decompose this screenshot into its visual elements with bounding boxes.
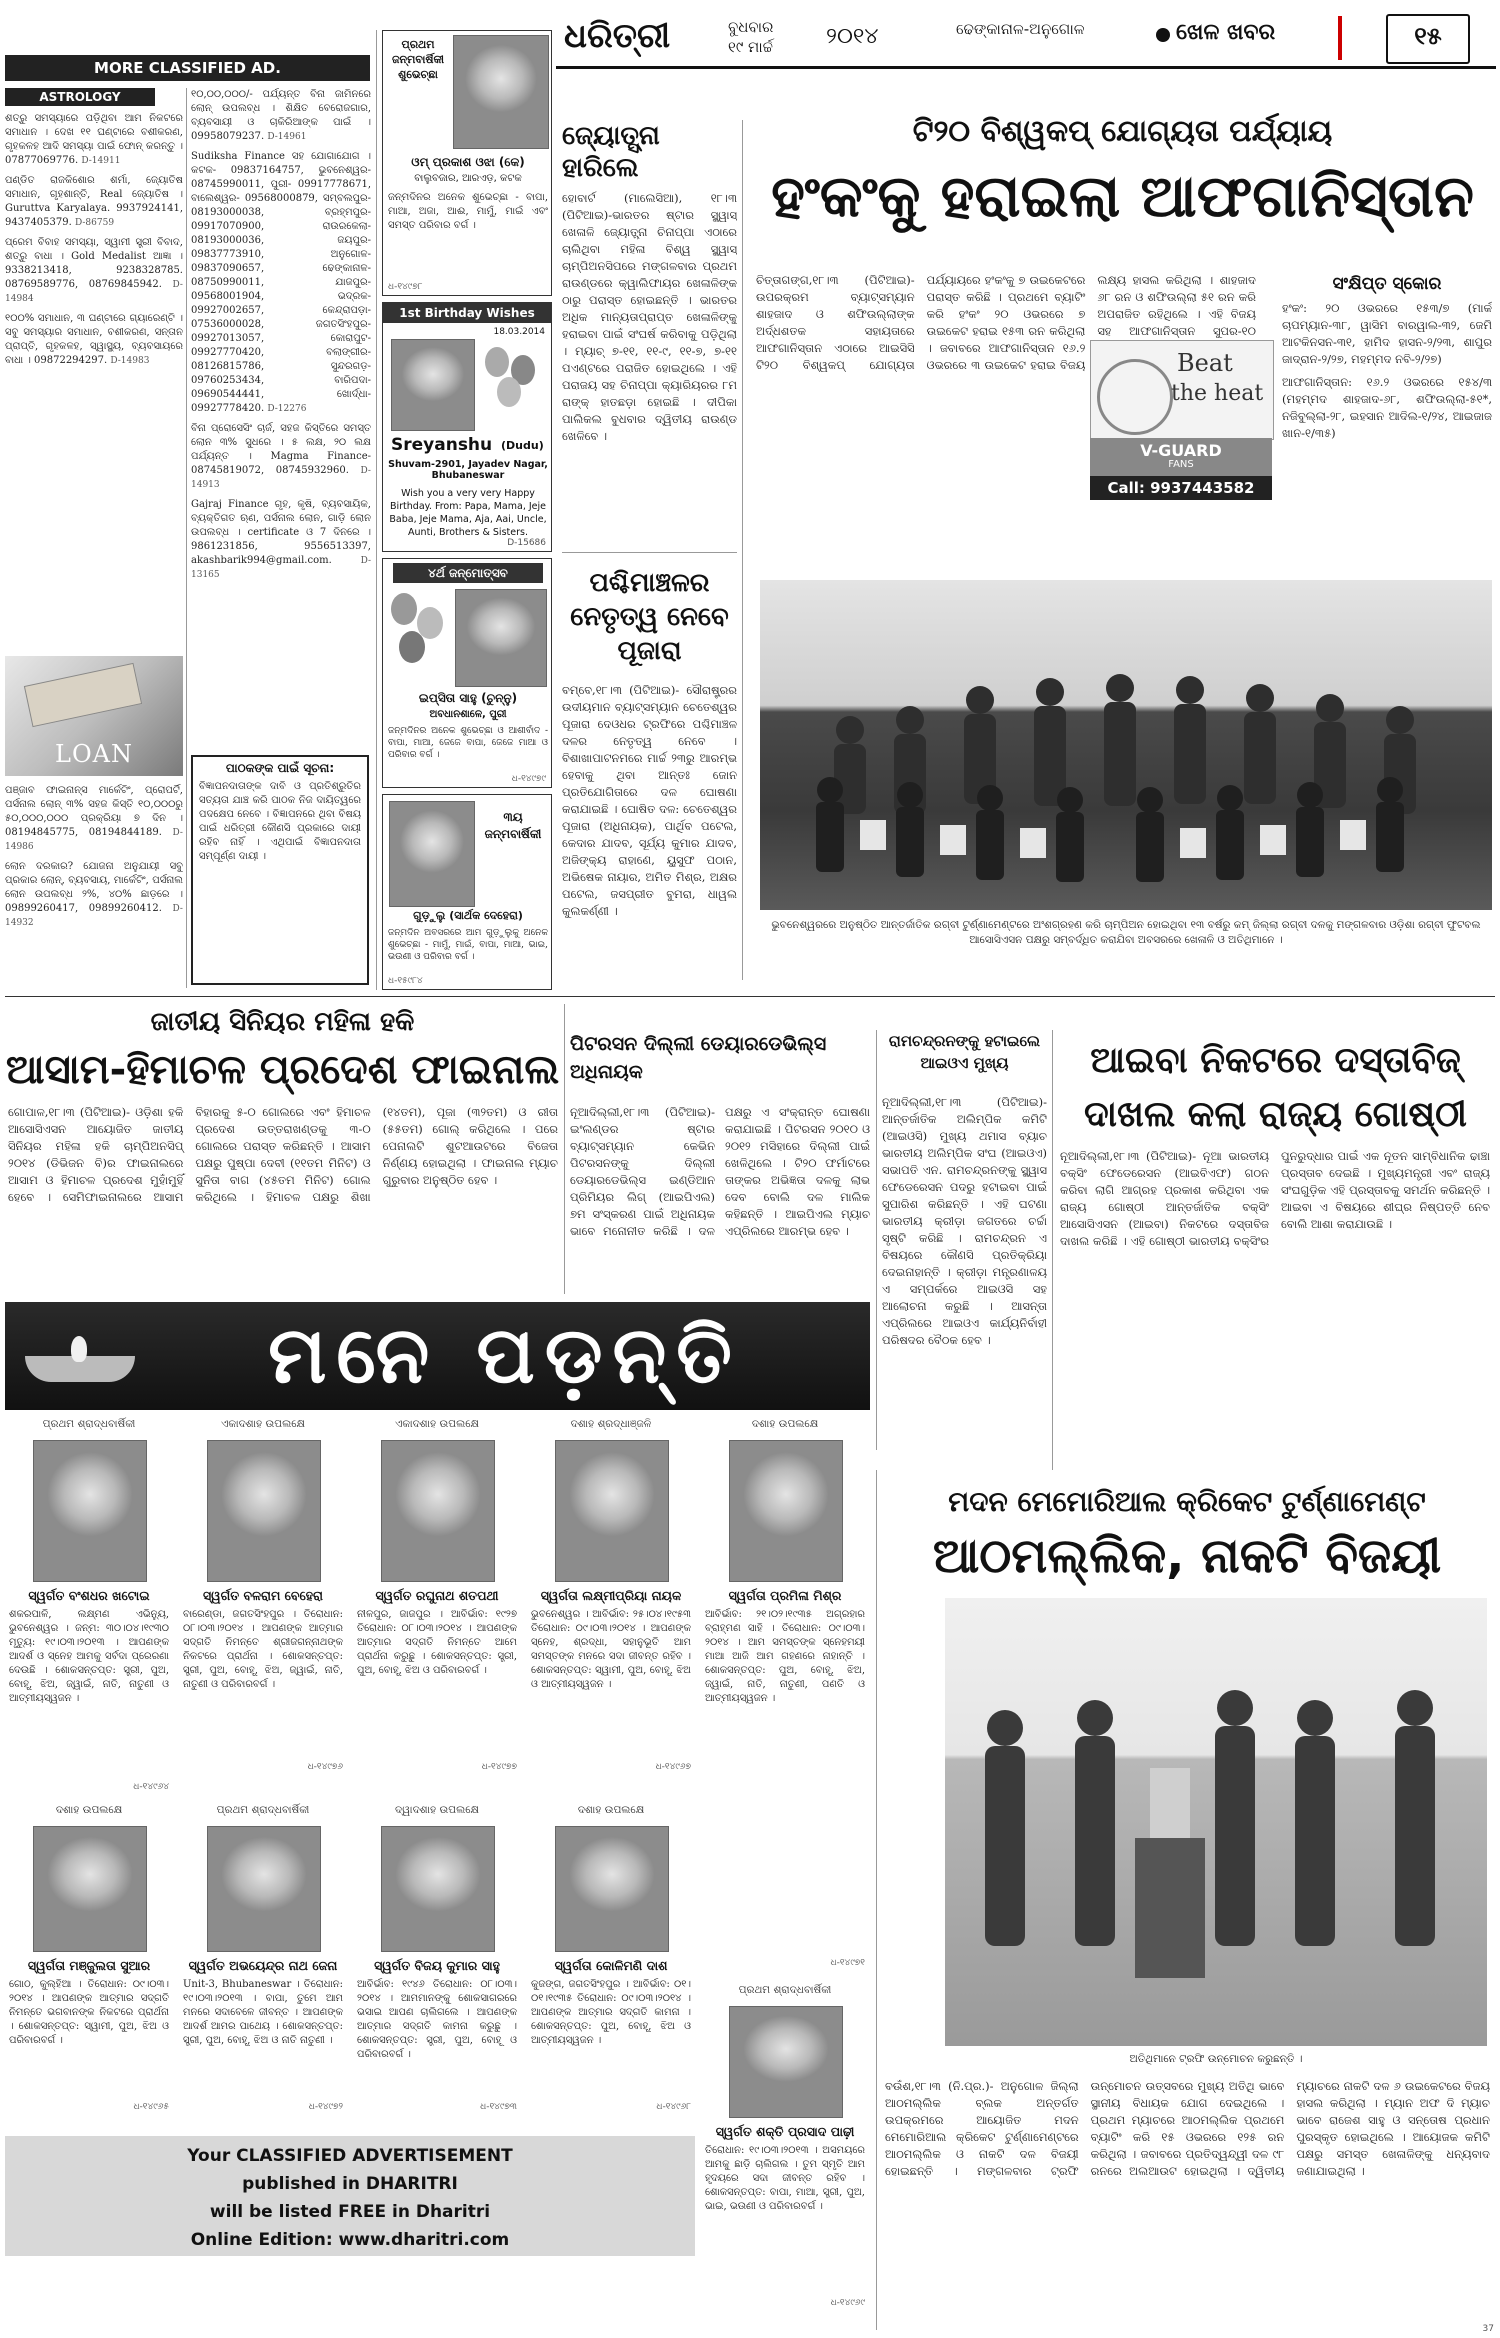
masthead-edition: ଢେଙ୍କାନାଳ-ଅନୁଗୋଳ [956,20,1085,38]
ad-code: D-13165 [191,556,371,580]
footer-page-number: 37 [1482,2324,1494,2334]
obituary-photo [555,1826,669,1952]
team-silhouettes [760,580,1492,910]
reader-notice-text: ବିଜ୍ଞାପନଦାତାଙ୍କ ଦାବି ଓ ପ୍ରତିଶ୍ରୁତିର ସତ୍ୟତା ଯାଞ୍ଚ କରି ପାଠକ ନିଜ ଦାୟିତ୍ୱରେ ପଦକ୍ଷେପ ନେବେ । ବିଜ୍ଞାପନରେ ଥିବା ବିଷୟ ପାଇଁ ଧରିତ୍ରୀ କୌଣସି ପ୍ରକାରେ ଦାୟୀ ରହିବ ନାହିଁ । ଏଥିପାଇଁ ବିଜ୍ଞାପନଦାତା ସମ୍ପୂର୍ଣ୍ଣ ଦାୟୀ । [199,781,361,862]
obituary-title: ପ୍ରଥମ ଶ୍ରାଦ୍ଧବାର୍ଷିକୀ [216,1804,310,1816]
ad-code: ଧ-୧୪୯୬୯ [830,2298,865,2308]
masthead-date: ୧୯ ମାର୍ଚ୍ଚ [728,38,773,56]
ad-code: D-14983 [110,356,150,366]
obituary-photo [729,2006,843,2118]
ad-code: ଧ-୧୪୯୭୨ [308,2102,343,2112]
classified-ad: ପ୍ରେମ ବିବାହ ସମସ୍ୟା, ସ୍ୱାମୀ ସ୍ତ୍ରୀ ବିବାଦ, ଶତ୍ରୁ ବାଧା । Gold Medalist ଆଜ୍ଞା । 9338213418, 9238328785. 08769589776, 08769845942. [5,237,183,290]
obituary-name: ସ୍ୱର୍ଗତ ଅଭୟେନ୍ଦ୍ର ନାଥ ଜେନା [188,1958,338,1973]
obituary-title: ଦଶାହ ଉପଲକ୍ଷେ [55,1804,123,1816]
notice-line: Online Edition: www.dharitri.com [190,2230,510,2250]
masthead-year: ୨୦୧୪ [826,24,879,49]
greeting-message: ଜନ୍ମଦିନ ଅବସରରେ ଆମ ଗୁଡ଼ୁଲୁକୁ ଅନେକ ଶୁଭେଚ୍ଛା - ମାମୁଁ, ମାଇଁ, ବାପା, ମାଆ, ଭାଇ, ଭଉଣୀ ଓ ପରିବାର ବର୍ଗ । [388,928,548,962]
greeting-message: ଜନ୍ମଦିନର ଅନେକ ଶୁଭେଚ୍ଛା ଓ ଆଶୀର୍ବାଦ - ବାପା, ମାଆ, ଜେଜେ ବାପା, ଜେଜେ ମାଆ ଓ ପରିବାର ବର୍ଗ । [388,726,548,760]
obituary-title: ଦ୍ୱାଦଶାହ ଉପଲକ୍ଷେ [395,1804,479,1816]
obituary-card [353,1804,521,2124]
obituary-text: ଆବିର୍ଭାବ: ୨୧।୦୨।୧୯୩୫ ଅଗ୍ରହାର ବ୍ରାହ୍ମଣ ସାହି । ତିରୋଧାନ: ୦୯।୦୩।୨୦୧୪ । ଆମ ସମସ୍ତଙ୍କ ସ୍ନେହମୟୀ ମାଆ ଆଜି ଆମ ଗହଣରେ ନାହାନ୍ତି । ଶୋକସନ୍ତପ୍ତ: ପୁଅ, ବୋହୂ, ଝିଅ, ଜ୍ୱାଇଁ, ନାତି, ନାତୁଣୀ, ପଣତି ଓ ଆତ୍ମୀୟସ୍ୱଜନ । [705,1609,865,1704]
rugby-team-photo [760,580,1492,910]
greeting-name: Sreyanshu [391,435,493,455]
child-photo [391,339,475,431]
story-headline: ଜ୍ୟୋତ୍ସ୍ନା ହାରିଲେ [562,121,660,183]
obituary-photo [729,1440,843,1582]
greeting-title: ୪ର୍ଥ ଜନ୍ମୋତ୍ସବ [393,563,543,583]
greeting-address: ବାଲୁବଜାର, ଆରଏଡ଼, କଟକ [414,173,522,184]
lead-kicker: ଟି୨୦ ବିଶ୍ୱକପ୍ ଯୋଗ୍ୟତା ପର୍ଯ୍ୟାୟ [912,114,1333,149]
section-bullet-icon [1156,28,1170,42]
ad-brand-bar [1090,438,1272,476]
story-headline: ପିଟରସନ ଦିଲ୍ଲୀ ଡେୟାରଡେଭିଲ୍ସ ଅଧିନାୟକ [570,1033,827,1083]
reader-notice-box [191,755,369,985]
fan-icon [1097,359,1173,435]
story-body: ବମ୍ବେ,୧୮।୩ (ପିଟିଆଇ)- ସୌରାଷ୍ଟ୍ରର ଉଦୀୟମାନ ବ୍ୟାଟ୍ସମ୍ୟାନ ଚେତେଶ୍ୱର ପୂଜାରା ଦେଓଧର ଟ୍ରଫିରେ ପଶ୍ଚିମାଞ୍ଚଳ ଦଳର ନେତୃତ୍ୱ ନେବେ । ବିଶାଖାପାଟନମରେ ମାର୍ଚ୍ଚ ୨୩ରୁ ଆରମ୍ଭ ହେବାକୁ ଥିବା ଆନ୍ତଃ ଜୋନ ପ୍ରତିଯୋଗିତାରେ ଦଳ ଘୋଷଣା କରାଯାଇଛି । ଘୋଷିତ ଦଳ: ଚେତେଶ୍ୱର ପୂଜାରା (ଅଧିନାୟକ), ପାର୍ଥିବ ପଟେଲ, କେଦାର ଯାଦବ, ସୂର୍ଯ୍ୟ କୁମାର ଯାଦବ, ଅଜିଙ୍କ୍ୟ ରାହାଣେ, ୟୁସୁଫ ପଠାନ, ଅଭିଷେକ ନାୟାର, ଅମିତ ମିଶ୍ର, ଅକ୍ଷର ପଟେଲ, ଜସପ୍ରୀତ ବୁମରା, ଧାୱଲ କୁଲକର୍ଣ୍ଣୀ । [562,683,737,918]
classified-ad: ଲୋନ ଦରକାର? ଯୋଜନା ଅନୁଯାୟୀ ସବୁ ପ୍ରକାର ଲୋନ୍, ବ୍ୟବସାୟ, ମାର୍କେଟିଂ, ପର୍ସନାଲ ଲୋନ ଉପଲବ୍ଧ ୨%, ୪୦% ଛାଡ଼ରେ । 09899260417, 09899260412. [5,861,183,914]
ad-code: D-12276 [267,404,307,414]
story-body: ହୋବାର୍ଟ (ମାଲେସିଆ), ୧୮।୩ (ପିଟିଆଇ)-ଭାରତର ଷ୍ଟାର ସ୍କ୍ୱାସ୍ ଖେଳାଳି ଜ୍ୟୋତ୍ସ୍ନା ଚିନାପ୍ପା ଏଠାରେ ଚାଲିଥିବା ମହିଳା ବିଶ୍ୱ ସ୍କ୍ୱାସ୍ ଚାମ୍ପିଅନସିପରେ ମଙ୍ଗଳବାର ପ୍ରଥମ ରାଉଣ୍ଡରେ କ୍ୱାଲିଫାୟର ଖେଳାଳିଙ୍କ ଠାରୁ ପରାସ୍ତ ହୋଇଛନ୍ତି । ଭାରତର ଅଧିକ ମାନ୍ୟତାପ୍ରାପ୍ତ ଖେଳାଳିଙ୍କୁ ହରାଇବା ପାଇଁ ସଂଘର୍ଷ କରିବାକୁ ପଡ଼ିଥିଲା । ମ୍ୟାଚ୍ ୭-୧୧, ୧୧-୯, ୧୧-୭, ୭-୧୧ ପଏଣ୍ଟରେ ପରାଜିତ ହୋଇଥିଲେ । ଏହି ପରାଜୟ ସହ ଚିନାପ୍ପା କ୍ୟାରିୟରର ୮ମ ରାଙ୍କ୍ ହାତଛଡ଼ା ହୋଇଛି । ଦୀପିକା ପାଲିକଲ ବୁଧବାର ଦ୍ୱିତୀୟ ରାଉଣ୍ଡ ଖେଳିବେ । [562,191,737,443]
loan-ads [5,784,183,984]
photo-caption: ଭୁବନେଶ୍ୱରରେ ଅନୁଷ୍ଠିତ ଆନ୍ତର୍ଜାତିକ ରଗ୍‌ବୀ ଟୁର୍ଣ୍ଣାମେଣ୍ଟରେ ଅଂଶଗ୍ରହଣ କରି ଚାମ୍ପିଅନ ହୋଇଥିବା ୧୩ ବର୍ଷରୁ କମ୍ ଜିଲ୍ଲା ରଗ୍‌ବୀ ଦଳକୁ ମଙ୍ଗଳବାର ଓଡ଼ିଶା ରଗ୍‌ବୀ ଫୁଟବଲ ଆସୋସିଏସନ ପକ୍ଷରୁ ସମ୍ବର୍ଦ୍ଧିତ କରାଯିବା ଅବସରରେ ଖେଳାଳି ଓ ଅତିଥିମାନେ । [771,919,1481,946]
ad-graphic [1090,340,1274,440]
classified-ad: ବିନା ପ୍ରୋସେସିଂ ଚାର୍ଜ, ସହଜ କିସ୍ତିରେ ସମସ୍ତ ଲୋନ ୩% ସୁଧରେ । ୫ ଲକ୍ଷ, ୨୦ ଲକ୍ଷ ପର୍ଯ୍ୟନ୍ତ । Magma Finance- 08745819072, 08745932960. [191,423,371,476]
ad-code: D-86759 [75,218,115,228]
obituary-photo [381,1826,495,1952]
obituary-title: ଦଶାହ ଶ୍ରଦ୍ଧାଞ୍ଜଳି [570,1418,652,1430]
loan-image [5,656,183,776]
ad-code: ଧ-୧୪୯୭୩ [480,2102,517,2112]
obituary-name: ସ୍ୱର୍ଗତ ବଳରାମ ବେହେରା [203,1588,323,1603]
classified-ad: ୧୦,୦୦,୦୦୦/- ପର୍ଯ୍ୟନ୍ତ ବିନା ଜାମିନରେ ଲୋନ୍ ଉପଲବ୍ଧ । ଶିକ୍ଷିତ ବେରୋଜଗାର, ବ୍ୟବସାୟୀ ଓ ଚାକିରିଆଙ୍କ ପାଇଁ । 09958079237. [191,89,371,142]
greetings-column [382,30,552,990]
greeting-date: 18.03.2014 [493,327,545,337]
ad-code: ଧ-୧୪୯୬୫ [133,2102,169,2112]
lamp-icon [25,1342,135,1382]
loan-label: LOAN [55,740,133,768]
masthead [556,14,1496,69]
obituary-card [353,1418,521,1798]
classified-column-1 [5,88,183,988]
greeting-name: ଗୁଡ଼ୁଲୁ (ସାର୍ଥକ ଦେହେରା) [413,909,523,922]
obituary-photo [207,1826,321,1952]
balloons-graphic [481,347,543,417]
obituary-title: ଏକାଦଶାହ ଉପଲକ୍ଷେ [395,1418,479,1430]
greeting-title: 1st Birthday Wishes [383,303,551,323]
obituary-banner [5,1302,870,1410]
obituary-name: ସ୍ୱର୍ଗତା ମଞ୍ଜୁଲତା ସୁଆର [27,1958,151,1973]
cricket-story [882,1482,1492,1590]
obituary-text: Unit-3, Bhubaneswar । ତିରୋଧାନ: ୧୯।୦୩।୨୦୧୩ । ବାପା, ତୁମେ ଆମ ମନରେ ସଦାବେଳେ ଜୀବନ୍ତ । ଆପଣଙ୍କ ଆଦର୍ଶ ଆମର ପାଥେୟ । ଶୋକସନ୍ତପ୍ତ: ସ୍ତ୍ରୀ, ପୁଅ, ବୋହୂ, ଝିଅ ଓ ନାତି ନାତୁଣୀ । [183,1979,343,2046]
ad-product: FANS [1168,459,1194,470]
notice-line: will be listed FREE in Dharitri [209,2202,491,2222]
astrology-ads [5,112,183,712]
ad-code: D-14984 [5,280,183,304]
currency-note-graphic [24,663,142,727]
obituary-card [701,1984,869,2314]
masthead-day: ବୁଧବାର [728,18,774,36]
story-kicker: ଜାତୀୟ ସିନିୟର ମହିଳା ହକି [150,1007,415,1037]
ad-code: D-14913 [191,466,371,490]
obituary-card [527,1804,695,2124]
vguard-ad [1090,340,1272,580]
hockey-story [5,1004,560,1100]
ad-tagline-2: the heat [1171,381,1264,406]
lead-headline: ହଂକଂକୁ ହରାଇଲା ଆଫଗାନିସ୍ତାନ [771,162,1474,230]
free-listing-notice [5,2136,695,2256]
child-photo [389,801,475,907]
classified-ad: Gajraj Finance ଗୃହ, କୃଷି, ବ୍ୟବସାୟିକ, ବ୍ୟକ୍ତିଗତ ଋଣ, ପର୍ସନାଲ ଲୋନ, ଗାଡ଼ି ଲୋନ ଉପଲବ୍ଧ । certificate ଓ 7 ଦିନରେ । 9861231856, 9556513397, akashbarik994@gmail.com. [191,499,371,566]
ad-code: ଧ-୧୪୯୬୮ [656,2102,691,2112]
obituary-photo [33,1440,147,1582]
obituary-photo [555,1440,669,1582]
newspaper-logo: ଧରିତ୍ରୀ [564,16,671,56]
greeting-name: ଓମ୍ ପ୍ରକାଶ ଓଝା (କେ) [411,155,525,169]
greeting-card-4 [382,794,552,990]
scorecard-innings-2: ଆଫଗାନିସ୍ତାନ: ୧୬.୨ ଓଭରରେ ୧୫୪/୩ (ମହମ୍ମଦ ଶାହଜାଦ-୬୮, ଶଫିଉଲ୍ଲା-୫୧*, ନଜିବୁଲ୍ଲା-୨୮, ଇହସାନ ଆଦିଲ-୧/୨୪, ଆଇଜାଜ ଖାନ-୧/୩୫) [1282,375,1492,440]
obituary-card [701,1418,869,1978]
astrology-label: ASTROLOGY [5,88,155,106]
obituary-text: ଶକରପାଳି, ଲକ୍ଷ୍ମଣ ଏଭିନ୍ୟୁ, ଭୁବନେଶ୍ୱର । ଜନ୍ମ: ୩୦।୦୪।୧୯୩୦ ମୃତ୍ୟୁ: ୧୯।୦୩।୨୦୧୩ । ଆପଣଙ୍କ ଆଦର୍ଶ ଓ ସ୍ନେହ ଆମକୁ ସର୍ବଦା ପ୍ରେରଣା ଦେଉଛି । ଶୋକସନ୍ତପ୍ତ: ସ୍ତ୍ରୀ, ପୁଅ, ବୋହୂ, ଝିଅ, ଜ୍ୱାଇଁ, ନାତି, ନାତୁଣୀ ଓ ଆତ୍ମୀୟସ୍ୱଜନ । [9,1609,169,1704]
story-headline: ରାମଚନ୍ଦ୍ରନଙ୍କୁ ହଟାଇଲେ ଆଇଓଏ ମୁଖ୍ୟ [888,1032,1041,1072]
obituary-text: ଗୋଠ, କୁଲ୍‌ହିଆ । ତିରୋଧାନ: ୦୯।୦୩।୨୦୧୪ । ଆପଣଙ୍କ ଆତ୍ମାର ସଦ୍‌ଗତି ନିମନ୍ତେ ଭଗବାନଙ୍କ ନିକଟରେ ପ୍ରାର୍ଥନା । ଶୋକସନ୍ତପ୍ତ: ସ୍ୱାମୀ, ପୁଅ, ଝିଅ ଓ ପରିବାରବର୍ଗ । [9,1979,169,2046]
story-body: ନୂଆଦିଲ୍ଲୀ,୧୮।୩ (ପିଟିଆଇ)- ନୂଆ ଭାରତୀୟ ବକ୍ସିଂ ଫେଡେରେସନ (ଆଇବିଏଫ) ଗଠନ କରିବା ଲାଗି ଆଗ୍ରହ ପ୍ରକାଶ କରିଥିବା ଏକ ରାଜ୍ୟ ଗୋଷ୍ଠୀ ଆନ୍ତର୍ଜାତିକ ବକ୍ସିଂ ଆସୋସିଏସନ (ଆଇବା) ନିକଟରେ ଦସ୍ତାବିଜ ଦାଖଲ କରିଛି । ଏହି ଗୋଷ୍ଠୀ ଭାରତୀୟ ବକ୍ସିଂର ପୁନରୁଦ୍ଧାର ପାଇଁ ଏକ ନୂତନ ସାମ୍ବିଧାନିକ ଢାଞ୍ଚା ପ୍ରସ୍ତାବ ଦେଇଛି । ମୁଖ୍ୟମନ୍ତ୍ରୀ ଏବଂ ରାଜ୍ୟ ସଂଘଗୁଡ଼ିକ ଏହି ପ୍ରସ୍ତାବକୁ ସମର୍ଥନ କରିଛନ୍ତି । ଆଇବା ଏ ବିଷୟରେ ଶୀଘ୍ର ନିଷ୍ପତ୍ତି ନେବ ବୋଲି ଆଶା କରାଯାଉଛି । [1060,1149,1490,1248]
ad-code: ଧ-୧୪୯୭୭ [481,1762,517,1772]
obituary-title: ଦଶାହ ଉପଲକ୍ଷେ [577,1804,645,1816]
greeting-address: ଅବଧାନଶାଳେ, ପୁରୀ [429,709,507,720]
obituary-card [179,1418,347,1798]
ad-code: ଧ-୧୪୯୭୬ [307,1762,343,1772]
obituary-name: ସ୍ୱର୍ଗତା ଲକ୍ଷ୍ମୀପ୍ରିୟା ନାୟକ [540,1588,682,1603]
greeting-message: Wish you a very very Happy Birthday. From: Papa, Mama, Jeje Baba, Jeje Mama, Aja, Aai, Uncle, Aunti, Brothers & Sisters. [389,488,547,538]
obituary-name: ସ୍ୱର୍ଗତ ବିଜୟ କୁମାର ସାହୁ [374,1958,500,1973]
ad-code: ଧ-୧୪୯୬୭ [655,1762,691,1772]
story-headline: ପଶ୍ଚିମାଞ୍ଚଳର ନେତୃତ୍ୱ ନେବେ ପୂଜାରା [570,568,729,666]
greeting-card-1 [382,30,552,296]
reader-notice-title: ପାଠକଙ୍କ ପାଇଁ ସୂଚନା: [225,761,335,775]
story-headline: ଆଠମଲ୍ଲିକ, ନାକଟି ବିଜୟୀ [932,1528,1442,1584]
obituary-title: ପ୍ରଥମ ଶ୍ରାଦ୍ଧବାର୍ଷିକୀ [42,1418,136,1430]
obituary-title: ପ୍ରଥମ ଶ୍ରାଦ୍ଧବାର୍ଷିକୀ [738,1984,832,1996]
balloons-graphic [389,593,447,677]
ad-code: ଧ-୧୪୯୬୪ [133,1782,169,1792]
child-photo [453,35,549,149]
cricket-trophy-photo [945,1598,1487,2046]
greeting-name: ଇପ୍ସିତା ସାହୁ (ଚୁନ୍ନୁ) [418,691,518,705]
obituary-photo [33,1826,147,1952]
scorecard-title: ସଂକ୍ଷିପ୍ତ ସ୍କୋର [1332,274,1442,294]
ad-code: D-14961 [267,132,307,142]
photo-caption: ଅତିଥିମାନେ ଟ୍ରଫି ଉନ୍ମୋଚନ କରୁଛନ୍ତି । [1129,2053,1303,2065]
classified-ad: Sudiksha Finance ସହ ଯୋଗାଯୋଗ । କଟକ- 09837164757, ଭୁବନେଶ୍ୱର- 08745990011, ପୁରୀ- 09917778671, ବାଲେଶ୍ୱର- 09568000879, ସମ୍ବଲପୁର- 08193000038, ବ୍ରହ୍ମପୁର- 09917070900, ରାଉରକେଲା- 08193000036, ଜୟପୁର- 09837773910, ଅନୁଗୋଳ- 09837090657, ଢେଙ୍କାନାଳ- 08750990011, ଯାଜପୁର- 09568001904, ଭଦ୍ରକ- 09927002657, କେନ୍ଦ୍ରାପଡ଼ା- 07536000028, ଜଗତସିଂହପୁର- 09927013057, କୋରାପୁଟ- 09927770420, ବଲାଙ୍ଗୀର- 08126815786, ସୁନ୍ଦରଗଡ଼- 09760253434, ବାରିପଦା- 09690544441, ଖୋର୍ଦ୍ଧା- 09927778420. [191,151,371,414]
page-number: ୧୫ [1414,22,1442,50]
section-divider [1338,16,1342,60]
lead-story [750,112,1495,236]
page-number-box [1386,14,1470,64]
sports-brief-column [562,120,737,980]
obituary-text: ଆବିର୍ଭାବ: ୧୯୪୬ ତିରୋଧାନ: ୦୮।୦୩।୨୦୧୪ । ଆମମାନଙ୍କୁ ଶୋକସାଗରରେ ଭସାଇ ଆପଣ ଚାଲିଗଲେ । ଆପଣଙ୍କ ଆତ୍ମାର ସଦ୍‌ଗତି କାମନା କରୁଛୁ । ଶୋକସନ୍ତପ୍ତ: ସ୍ତ୍ରୀ, ପୁଅ, ବୋହୂ ଓ ପରିବାରବର୍ଗ । [357,1979,517,2060]
notice-line: published in DHARITRI [242,2174,458,2194]
ad-code: ଧ-୧୪୯୭୮ [388,282,423,292]
classified-ad: ଶତ୍ରୁ ସମସ୍ୟାରେ ପଡ଼ିଥିବା ଆମ ନିକଟରେ ସମାଧାନ । ଦେଖ ୧୧ ଘଣ୍ଟାରେ ବଶୀକରଣ, ଗୃହକଳହ ଆଦି ସମସ୍ୟା ପାଇଁ ଫୋନ୍ କରନ୍ତୁ । 07877069776. [5,113,183,166]
obituary-text: ବାରେଣ୍ଡା, ଜଗତସିଂହପୁର । ତିରୋଧାନ: ୦୮।୦୩।୨୦୧୪ । ଆପଣଙ୍କ ଆତ୍ମାର ସଦ୍‌ଗତି ନିମନ୍ତେ ଶ୍ରୀଜଗନ୍ନାଥଙ୍କ ନିକଟରେ ପ୍ରାର୍ଥନା । ଶୋକସନ୍ତପ୍ତ: ସ୍ତ୍ରୀ, ପୁଅ, ବୋହୂ, ଝିଅ, ଜ୍ୱାଇଁ, ନାତି, ନାତୁଣୀ ଓ ପରିବାରବର୍ଗ । [183,1609,343,1690]
classified-header: MORE CLASSIFIED AD. [5,55,370,81]
obituary-text: କୁଜଙ୍ଗ, ଜଗତସିଂହପୁର । ଆବିର୍ଭାବ: ୦୧।୦୧।୧୯୩୫ ତିରୋଧାନ: ୦୯।୦୩।୨୦୧୪ । ଆପଣଙ୍କ ଆତ୍ମାର ସଦ୍‌ଗତି କାମନା । ଶୋକସନ୍ତପ୍ତ: ପୁଅ, ବୋହୂ, ଝିଅ ଓ ଆତ୍ମୀୟସ୍ୱଜନ । [531,1979,691,2046]
lead-story-body: ଚିତ୍ତାଗଙ୍ଗ,୧୮।୩ (ପିଟିଆଇ)- ଉପରକ୍ରମ ବ୍ୟାଟ୍ସମ୍ୟାନ ଶାହଜାଦ ଓ ଶଫିଉଲ୍ଲାଙ୍କ ଅର୍ଦ୍ଧଶତକ ସହାୟତାରେ ଆଫଗାନିସ୍ତାନ ଏଠାରେ ଆଇସିସି ଟି୨୦ ବିଶ୍ୱକପ୍ ଯୋଗ୍ୟତା ପର୍ଯ୍ୟାୟରେ ହଂକଂକୁ ୭ ଉଇକେଟରେ ପରାସ୍ତ କରିଛି । ପ୍ରଥମେ ବ୍ୟାଟିଂ କରି ହଂକଂ ୨୦ ଓଭରରେ ୭ ଉଇକେଟ ହରାଇ ୧୫୩ ରନ କରିଥିଲା । ଜବାବରେ ଆଫଗାନିସ୍ତାନ ୧୬.୨ ଓଭରରେ ୩ ଉଇକେଟ ହରାଇ ବିଜୟ ଲକ୍ଷ୍ୟ ହାସଲ କରିଥିଲା । ଶାହଜାଦ ୬୮ ରନ ଓ ଶଫିଉଲ୍ଲା ୫୧ ରନ କରି ଅପରାଜିତ ରହିଥିଲେ । ଏହି ବିଜୟ ସହ ଆଫଗାନିସ୍ତାନ ସୁପର-୧୦ [756,273,1256,372]
ad-code: ଧ-୧୪୯୭୯ [511,774,546,784]
obituary-name: ସ୍ୱର୍ଗତ ବଂଶଧର ଖଟୋଇ [28,1588,150,1603]
ad-code: D-14911 [81,156,121,166]
greeting-message: ଜନ୍ମଦିନର ଅନେକ ଶୁଭେଚ୍ଛା - ବାପା, ମାଆ, ଅଜା, ଆଈ, ମାମୁଁ, ମାଇଁ ଏବଂ ସମସ୍ତ ପରିବାର ବର୍ଗ । [388,192,548,231]
ad-code: D-14986 [5,828,183,852]
obituary-title: ଦଶାହ ଉପଲକ୍ଷେ [751,1418,819,1430]
players-silhouettes [945,1598,1487,2046]
obituaries-section [5,1418,870,2318]
section-name: ଖେଳ ଖବର [1176,20,1276,45]
obituary-name: ସ୍ୱର୍ଗତ ଶକ୍ତି ପ୍ରସାଦ ପାଢ଼ୀ [715,2124,855,2139]
ad-phone: Call: 9937443582 [1090,476,1272,500]
obituary-name: ସ୍ୱର୍ଗତା କୋଳିମଣି ଦାଶ [554,1958,668,1973]
classified-ad: ୧୦୦% ସମାଧାନ, ୩ ଘଣ୍ଟାରେ ଗ୍ୟାରେଣ୍ଟି । ସବୁ ସମସ୍ୟାର ସମାଧାନ, ବଶୀକରଣ, ସନ୍ତାନ ପ୍ରାପ୍ତି, ଗୃହକଳହ, ସ୍ୱାସ୍ଥ୍ୟ, ବ୍ୟବସାୟରେ ବାଧା । 09872294297. [5,313,183,366]
story-headline: ଆସାମ-ହିମାଚଳ ପ୍ରଦେଶ ଫାଇନାଲ [5,1047,560,1093]
obituary-text: ତିରୋଧାନ: ୧୯।୦୩।୨୦୧୩ । ଅସମୟରେ ଆମକୁ ଛାଡ଼ି ଚାଲିଗଲ । ତୁମ ସ୍ମୃତି ଆମ ହୃଦୟରେ ସଦା ଜୀବନ୍ତ ରହିବ । ଶୋକସନ୍ତପ୍ତ: ବାପା, ମାଆ, ସ୍ତ୍ରୀ, ପୁଅ, ଭାଇ, ଭଉଣୀ ଓ ପରିବାରବର୍ଗ । [705,2145,865,2212]
story-body: ଗୋପାଳ,୧୮।୩ (ପିଟିଆଇ)- ଓଡ଼ିଶା ହକି ଆସୋସିଏସନ ଆୟୋଜିତ ଜାତୀୟ ସିନିୟର ମହିଳା ହକି ଚାମ୍ପିଅନସିପ୍ ୨୦୧୪ (ଡିଭିଜନ ବି)ର ଫାଇନାଲରେ ଆସାମ ଓ ହିମାଚଳ ପ୍ରଦେଶ ମୁହାଁମୁହିଁ ହେବେ । ସେମିଫାଇନାଲରେ ଆସାମ ବିହାରକୁ ୫-୦ ଗୋଲରେ ଏବଂ ହିମାଚଳ ପ୍ରଦେଶ ଉତ୍ତରାଖଣ୍ଡକୁ ୩-୦ ଗୋଲରେ ପରାସ୍ତ କରିଛନ୍ତି । ଆସାମ ପକ୍ଷରୁ ପୁଷ୍ପା ଦେବୀ (୧୧ତମ ମିନିଟ) ଓ ସୁନିତା ବାଗ (୪୫ତମ ମିନିଟ) ଗୋଲ କରିଥିଲେ । ହିମାଚଳ ପକ୍ଷରୁ ଶିଖା (୧୪ତମ), ପୂଜା (୩୨ତମ) ଓ ରୀତା (୫୫ତମ) ଗୋଲ୍ କରିଥିଲେ । ପରେ ପେନାଲଟି ଶୁଟଆଉଟରେ ବିଜେତା ନିର୍ଣ୍ଣୟ ହୋଇଥିଲା । ଫାଇନାଲ ମ୍ୟାଚ ଗୁରୁବାର ଅନୁଷ୍ଠିତ ହେବ । [8,1105,558,1204]
ad-code: D-14932 [5,904,183,928]
obituary-photo [381,1440,495,1582]
notice-line: Your CLASSIFIED ADVERTISEMENT [187,2146,513,2166]
ad-code: ଧ-୧୪୯୭୧ [830,1958,865,1968]
story-kicker: ମଦନ ମେମୋରିଆଲ କ୍ରିକେଟ ଟୁର୍ଣ୍ଣାମେଣ୍ଟ [948,1485,1426,1518]
classified-ad: ପଞ୍ଜାବ ଫାଇନାନ୍ସ ମାର୍କେଟିଂ, ପ୍ରୋପର୍ଟି, ପର୍ସନାଲ ଲୋନ୍ ୩% ସହଜ କିସ୍ତି ୧୦,୦୦୦ରୁ ୫୦,୦୦୦,୦୦୦ ପ୍ରକ୍ରିୟା ୭ ଦିନ । 08194845775, 08194844189. [5,785,183,838]
obituary-name: ସ୍ୱର୍ଗତା ପ୍ରମିଳା ମିଶ୍ର [728,1588,842,1603]
classified-ad: ପଣ୍ଡିତ ରାଜକିଶୋର ଶର୍ମା, ଜ୍ୟୋତିଷ ସମାଧାନ, ଗୃହଶାନ୍ତି, Real ଜ୍ୟୋତିଷ । Guruttva Karyalaya. 9937924141, 9437405379. [5,175,183,228]
scorecard-innings-1: ହଂକଂ: ୨୦ ଓଭରରେ ୧୫୩/୭ (ମାର୍କ ଚାପମ୍ୟାନ-୩୮, ୱାସିମ ବାରୱାଲ-୩୨, ଜେମି ଆଟକିନସନ-୩୧, ହାମିଦ ହାସନ-୨/୨୩, ଶାପୁର ଜାଦ୍ରାନ-୨/୨୭, ମହମ୍ମଦ ନବି-୨/୨୭) [1282,301,1492,366]
obituary-card [5,1804,173,2124]
story-headline: ଆଇବା ନିକଟରେ ଦସ୍ତାବିଜ୍ ଦାଖଲ କଲା ରାଜ୍ୟ ଗୋଷ୍ଠୀ [1084,1040,1467,1135]
obituary-name: ସ୍ୱର୍ଗତ ରଘୁନାଥ ଶତପଥୀ [375,1588,499,1603]
obituary-card [179,1804,347,2124]
greeting-nickname: (Dudu) [501,439,544,452]
banner-title: ମନେ ପଡ଼ନ୍ତି [268,1311,742,1401]
ad-brand: V-GUARD [1140,441,1222,460]
obituary-card [527,1418,695,1798]
ad-code: D-15686 [507,538,546,548]
greeting-card-3 [382,558,552,788]
ad-code: ଧ-୧୫୯୮୪ [388,976,423,986]
obituary-card [5,1418,173,1798]
obituary-text: ଭୁବନେଶ୍ୱର । ଆବିର୍ଭାବ: ୨୫।୦୪।୧୯୫୩ ତିରୋଧାନ: ୦୯।୦୩।୨୦୧୪ । ଆପଣଙ୍କ ସ୍ନେହ, ଶ୍ରଦ୍ଧା, ସହାନୁଭୂତି ଆମ ସମସ୍ତଙ୍କ ମନରେ ସଦା ଜୀବନ୍ତ ରହିବ । ଶୋକସନ୍ତପ୍ତ: ସ୍ୱାମୀ, ପୁଅ, ବୋହୂ, ଝିଅ ଓ ଆତ୍ମୀୟସ୍ୱଜନ । [531,1609,691,1690]
obituary-photo [207,1440,321,1582]
story-body: ବଉଁଶ,୧୮।୩ (ନି.ପ୍ର.)- ଅନୁଗୋଳ ଜିଲ୍ଲା ଆଠମଲ୍ଲିକ ବ୍ଲକ ଅନ୍ତର୍ଗତ ଉପକ୍ରମରେ ଆୟୋଜିତ ମଦନ ମେମୋରିଆଲ କ୍ରିକେଟ ଟୁର୍ଣ୍ଣାମେଣ୍ଟରେ ଆଠମଲ୍ଲିକ ଓ ନାକଟି ଦଳ ବିଜୟୀ ହୋଇଛନ୍ତି । ମଙ୍ଗଳବାର ଟ୍ରଫି ଉନ୍ମୋଚନ ଉତ୍ସବରେ ମୁଖ୍ୟ ଅତିଥି ଭାବେ ସ୍ଥାନୀୟ ବିଧାୟକ ଯୋଗ ଦେଇଥିଲେ । ପ୍ରଥମ ମ୍ୟାଚରେ ଆଠମଲ୍ଲିକ ପ୍ରଥମେ ବ୍ୟାଟିଂ କରି ୧୫ ଓଭରରେ ୧୨୫ ରନ କରିଥିଲା । ଜବାବରେ ପ୍ରତିଦ୍ୱନ୍ଦ୍ୱୀ ଦଳ ୯୮ ରନରେ ଅଲଆଉଟ ହୋଇଥିଲା । ଦ୍ୱିତୀୟ ମ୍ୟାଚରେ ନାକଟି ଦଳ ୬ ଉଇକେଟରେ ବିଜୟ ହାସଲ କରିଥିଲା । ମ୍ୟାନ ଅଫ ଦି ମ୍ୟାଚ ଭାବେ ରାଜେଶ ସାହୁ ଓ ସନ୍ତୋଷ ପ୍ରଧାନ ପୁରସ୍କୃତ ହୋଇଥିଲେ । ଆୟୋଜକ କମିଟି ପକ୍ଷରୁ ସମସ୍ତ ଖେଳାଳିଙ୍କୁ ଧନ୍ୟବାଦ ଜଣାଯାଇଥିଲା । [885,2079,1490,2178]
greeting-address: Shuvam-2901, Jayadev Nagar, Bhubaneswar [388,459,548,481]
child-photo [455,589,547,687]
obituary-title: ଏକାଦଶାହ ଉପଲକ୍ଷେ [221,1418,305,1430]
classified-column-2 [191,88,371,748]
greeting-title: ୩ୟ ଜନ୍ମବାର୍ଷିକୀ [484,810,542,841]
obituary-text: ନୀଳପୁର, ଜାଜପୁର । ଆବିର୍ଭାବ: ୧୯୨୭ ତିରୋଧାନ: ୦୮।୦୩।୨୦୧୪ । ଆପଣଙ୍କ ଆତ୍ମାର ସଦ୍‌ଗତି ନିମନ୍ତେ ଆମେ ପ୍ରାର୍ଥନା କରୁଛୁ । ଶୋକସନ୍ତପ୍ତ: ସ୍ତ୍ରୀ, ପୁଅ, ବୋହୂ, ଝିଅ ଓ ପରିବାରବର୍ଗ । [357,1609,517,1676]
story-body: ନୂଆଦିଲ୍ଲୀ,୧୮।୩ (ପିଟିଆଇ)- ଆନ୍ତର୍ଜାତିକ ଅଲିମ୍ପିକ କମିଟି (ଆଇଓସି) ମୁଖ୍ୟ ଥମାସ ବ୍ୟାଚ ଭାରତୀୟ ଅଲିମ୍ପିକ ସଂଘ (ଆଇଓଏ) ସଭାପତି ଏନ. ରାମଚନ୍ଦ୍ରନଙ୍କୁ ସ୍କ୍ୱାସ ଫେଡେରେସନ ପଦରୁ ହଟାଇବା ପାଇଁ ସୁପାରିଶ କରିଛନ୍ତି । ଏହି ଘଟଣା ଭାରତୀୟ କ୍ରୀଡ଼ା ଜଗତରେ ଚର୍ଚ୍ଚା ସୃଷ୍ଟି କରିଛି । ରାମଚନ୍ଦ୍ରନ ଏ ବିଷୟରେ କୌଣସି ପ୍ରତିକ୍ରିୟା ଦେଇନାହାନ୍ତି । କ୍ରୀଡ଼ା ମନ୍ତ୍ରଣାଳୟ ଏ ସମ୍ପର୍କରେ ଆଇଓସି ସହ ଆଲୋଚନା କରୁଛି । ଆସନ୍ତା ଏପ୍ରିଲରେ ଆଇଓଏ କାର୍ଯ୍ୟନିର୍ବାହୀ ପରିଷଦର ବୈଠକ ହେବ । [882,1095,1047,1347]
greeting-card-2 [382,302,552,552]
ad-tagline-1: Beat [1177,349,1233,377]
story-body: ନୂଆଦିଲ୍ଲୀ,୧୮।୩ (ପିଟିଆଇ)- ଇଂଲଣ୍ଡର ଷ୍ଟାର ବ୍ୟାଟ୍ସମ୍ୟାନ କେଭିନ ପିଟରସନଙ୍କୁ ଦିଲ୍ଲୀ ଡେୟାରଡେଭିଲ୍ସ ଇଣ୍ଡିଆନ ପ୍ରିମିୟର ଲିଗ୍ (ଆଇପିଏଲ) ୭ମ ସଂସ୍କରଣ ପାଇଁ ଅଧିନାୟକ ଭାବେ ମନୋନୀତ କରିଛି । ଦଳ ପକ୍ଷରୁ ଏ ସଂକ୍ରାନ୍ତ ଘୋଷଣା କରାଯାଇଛି । ପିଟରସନ ୨୦୧୦ ଓ ୨୦୧୨ ମସିହାରେ ଦିଲ୍ଲୀ ପାଇଁ ଖେଳିଥିଲେ । ଟି୨୦ ଫର୍ମାଟରେ ତାଙ୍କର ଅଭିଜ୍ଞତା ଦଳକୁ ଲାଭ ଦେବ ବୋଲି ଦଳ ମାଲିକ କହିଛନ୍ତି । ଆଇପିଏଲ ମ୍ୟାଚ ଏପ୍ରିଲରେ ଆରମ୍ଭ ହେବ । [570,1105,870,1238]
greeting-title: ପ୍ରଥମ ଜନ୍ମବାର୍ଷିକୀ ଶୁଭେଚ୍ଛା [391,38,445,81]
